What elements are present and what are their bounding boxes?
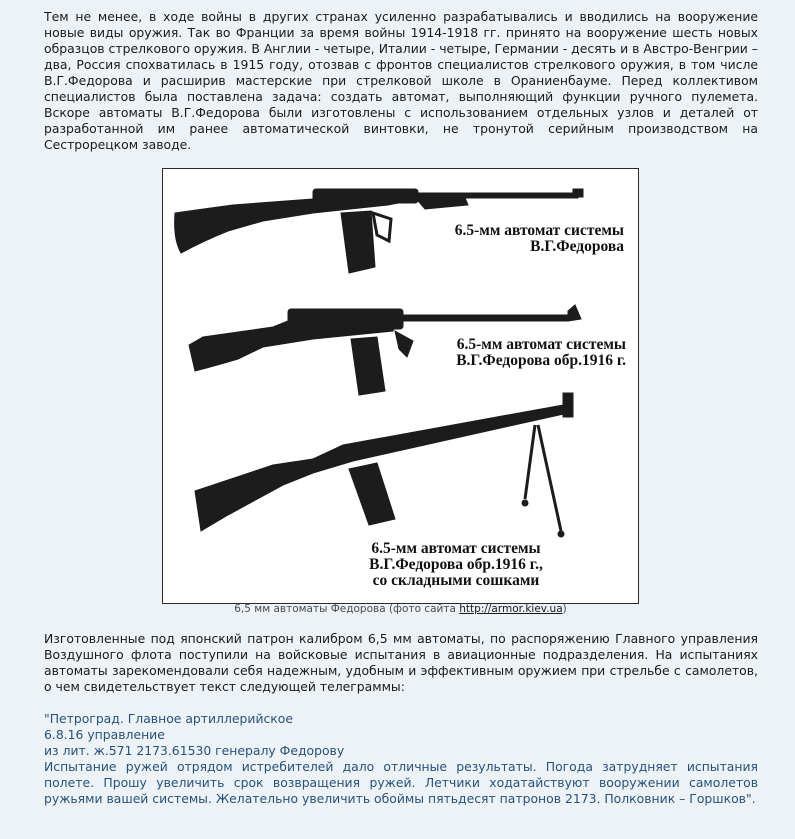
- rifles-photo: [162, 168, 639, 604]
- telegram-line-2: 6.8.16 управление: [44, 727, 165, 742]
- rifle-2-label: 6.5-мм автомат системы В.Г.Федорова обр.1916 г.: [456, 336, 626, 369]
- rifle-3-image: [195, 393, 573, 537]
- telegram-line-1: "Петроград. Главное артиллерийское: [44, 711, 293, 726]
- telegram-body: Испытание ружей отрядом истребителей дало отличные результаты. Погода затрудняет испытания полете. Прошу увеличить срок возвращения ружей. Летчики ходатайствуют вооружении самолетов ружьями вашей системы. Желательно увеличить обоймы пятьдесят патронов 2173. Полковник – Горшков".: [44, 759, 758, 806]
- telegram-quote: [44, 711, 758, 807]
- figure-caption: 6,5 мм автоматы Федорова (фото сайта http://armor.kiev.ua): [234, 603, 567, 615]
- telegram-line-3: из лит. ж.571 2173.61530 генералу Федорову: [44, 743, 345, 758]
- rifle-3-label: 6.5-мм автомат системы В.Г.Федорова обр.1916 г., со складными сошками: [369, 540, 543, 589]
- rifle-1-label: 6.5-мм автомат системы В.Г.Федорова: [454, 222, 624, 255]
- trials-paragraph: Изготовленные под японский патрон калибром 6,5 мм автоматы, по распоряжению Главного управления Воздушного флота поступили на войсковые испытания в авиационные подразделения. На испытаниях автоматы зарекомендовали себя надежным, удобным и эффективным оружием при стрельбе с самолетов, о чем свидетельствует текст следующей телеграммы:: [44, 631, 758, 694]
- source-link[interactable]: http://armor.kiev.ua: [459, 603, 563, 615]
- intro-paragraph: Тем не менее, в ходе войны в других странах усиленно разрабатывались и вводились на вооружение новые виды оружия. Так во Франции за время войны 1914-1918 гг. принято на вооружение шесть новых образцов стрелкового оружия. В Англии - четыре, Италии - четыре, Германии - десять и в Австро-Венгрии – два, Россия спохватилась в 1915 году, отозвав с фронтов специалистов стрелкового оружия, в том числе В.Г.Федорова и расширив мастерские при стрелковой школе в Ораниенбауме. Перед коллективом специалистов была поставлена задача: создать автомат, выполняющий функции ручного пулемета. Вскоре автоматы В.Г.Федорова были изготовлены с использованием отдельных узлов и деталей от разработанной им ранее автоматической винтовки, не тронутой серийным производством на Сестрорецком заводе.: [44, 9, 758, 152]
